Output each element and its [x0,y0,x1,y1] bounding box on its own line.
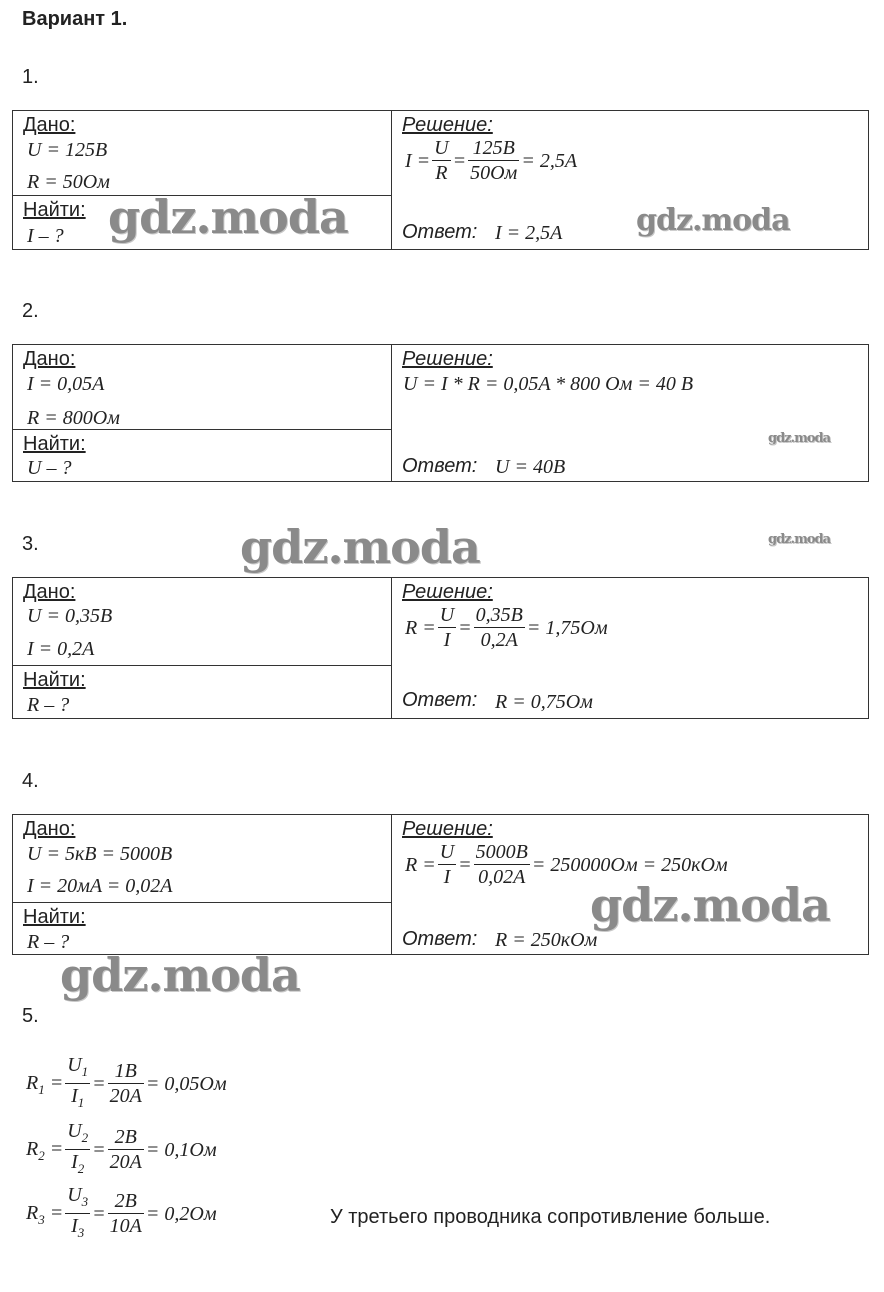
find-label: Найти: [23,669,86,691]
find-label: Найти: [23,199,86,221]
solution-formula: I = $\frac{U}{R}$ = $\frac{125B}{50Ом}$ = 2,5A [405,137,578,184]
watermark: gdz.moda [240,520,480,574]
problem-3-table [12,577,869,719]
solution-formula: R = $\frac{U}{I}$ = $\frac{0,35B}{0,2A}$ = 1,75Ом [405,604,608,651]
given-value: R = 800Ом [27,407,120,429]
find-value: I – ? [27,225,64,247]
resistance-row-2: $R_2$ = $\frac{U_2}{I_2}$ = $\frac{2B}{20A}$ = 0,1Ом [26,1120,217,1176]
find-label: Найти: [23,906,86,928]
problem-2-number: 2. [22,300,39,322]
answer-label: Ответ: [402,221,478,243]
solution-formula: R = $\frac{U}{I}$ = $\frac{5000B}{0,02A}$ = 250000Ом = 250кОм [405,841,728,888]
problem-4-number: 4. [22,770,39,792]
watermark: gdz.moda [636,203,790,238]
answer-label: Ответ: [402,928,478,950]
watermark: gdz.moda [768,532,831,547]
answer-label: Ответ: [402,455,478,477]
conclusion-text: У третьего проводника сопротивление больше. [330,1206,771,1228]
solution-label: Решение: [402,581,493,603]
problem-3-number: 3. [22,533,39,555]
given-value: U = 125B [27,139,108,161]
find-value: R – ? [27,931,70,953]
solution-label: Решение: [402,818,493,840]
problem-5-number: 5. [22,1005,39,1027]
find-label: Найти: [23,433,86,455]
solution-label: Решение: [402,348,493,370]
find-value: R – ? [27,694,70,716]
given-value: R = 50Ом [27,171,110,193]
watermark: gdz.moda [108,190,348,244]
given-label: Дано: [23,348,76,370]
given-value: I = 20мA = 0,02A [27,875,173,897]
solution-label: Решение: [402,114,493,136]
answer-value: I = 2,5A [495,222,563,244]
given-label: Дано: [23,114,76,136]
answer-value: R = 0,75Ом [495,691,593,713]
answer-value: U = 40B [495,456,566,478]
given-label: Дано: [23,581,76,603]
problem-2-table [12,344,869,482]
watermark: gdz.moda [590,878,830,932]
find-value: U – ? [27,457,72,479]
given-value: I = 0,2A [27,638,95,660]
answer-label: Ответ: [402,689,478,711]
solution-formula: U = I * R = 0,05A * 800 Ом = 40 В [403,373,694,395]
answer-value: R = 250кОм [495,929,598,951]
problem-1-number: 1. [22,66,39,88]
page-title: Вариант 1. [22,8,128,30]
resistance-row-3: $R_3$ = $\frac{U_3}{I_3}$ = $\frac{2B}{10A}$ = 0,2Ом [26,1184,217,1240]
given-label: Дано: [23,818,76,840]
watermark: gdz.moda [768,431,831,446]
given-value: U = 5кB = 5000B [27,843,173,865]
resistance-row-1: $R_1$ = $\frac{U_1}{I_1}$ = $\frac{1B}{20A}$ = 0,05Ом [26,1054,227,1110]
watermark: gdz.moda [60,948,300,1002]
given-value: U = 0,35B [27,605,113,627]
given-value: I = 0,05A [27,373,105,395]
